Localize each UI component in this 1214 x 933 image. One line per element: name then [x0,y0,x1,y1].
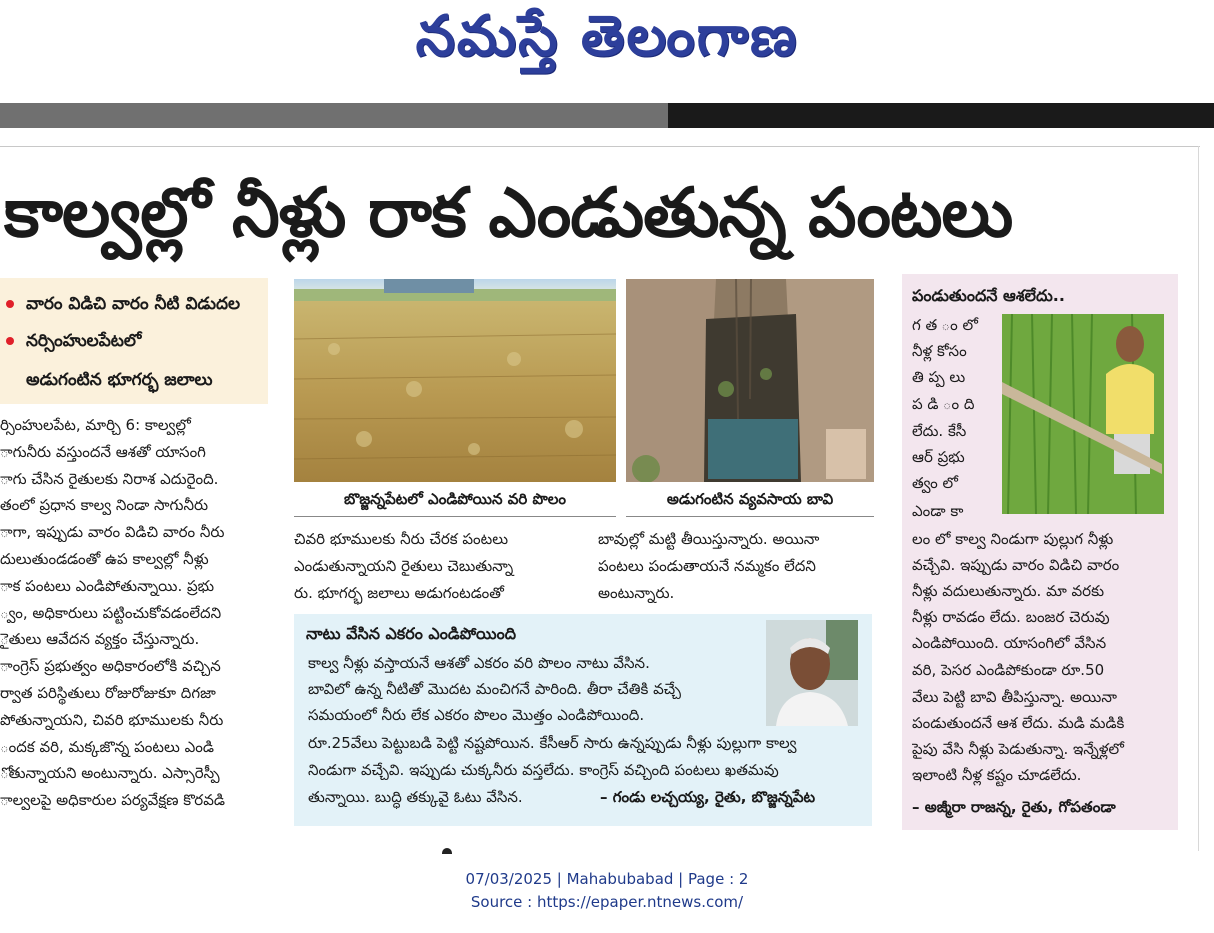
sidebar-line: లం లో కాల్వ నిండుగా పుల్లుగ నీళ్లు [912,530,1114,548]
article-line: ాక పంటలు ఎండిపోతున్నాయి. ప్రభు [0,576,215,595]
quote-line: రూ.25వేలు పెట్టుబడి పెట్టి నష్టపోయిన. కేసీఆర్ సారు ఉన్నప్పుడు నీళ్లు పుల్లుగా కాల్వ [308,734,797,752]
farmer-portrait-photo [766,620,858,726]
masthead-title: నమస్తే తెలంగాణ [415,4,799,69]
sidebar-line: పైపు వేసి నీళ్లు పెడుతున్నా. ఇన్నేళ్లలో [912,740,1124,758]
article-line: ర్సింహులపేట, మార్చి 6: కాల్వల్లో [0,416,191,434]
article-line: బావుల్లో మట్టి తీయిస్తున్నారు. అయినా [598,530,820,548]
article-line: రు. భూగర్భ జలాలు అడుగంటడంతో [294,583,504,602]
sidebar-line: ఎండా కా [912,502,964,520]
header-band-right [668,103,1214,128]
sidebar-line: గ త ం లో [912,316,978,334]
footer-source-link[interactable]: Source : https://epaper.ntnews.com/ [470,893,744,911]
photo1-caption: బొజ్జన్నపేటలో ఎండిపోయిన వరి పొలం [343,490,567,508]
sidebar-line: వేలు పెట్టి బావి తీపిస్తున్నా. అయినా [912,688,1117,706]
sidebar-line: ఆర్ ప్రభు [912,448,965,466]
red-bullet-icon [6,337,14,345]
sidebar-line: ప డి ం ది [912,395,975,413]
header-band-left [0,103,668,128]
article-line: ాగు చేసిన రైతులకు నిరాశ ఎదురైంది. [0,469,219,488]
quote-title: నాటు వేసిన ఎకరం ఎండిపోయింది [306,624,516,643]
sidebar-line: పండుతుందనే ఆశ లేదు. మడి మడికి [912,714,1125,732]
quote-line: కాల్వ నీళ్లు వస్తాయనే ఆశతో ఎకరం వరి పొలం నాటు వేసిన. [308,654,650,672]
sidebar-line: త్వం లో [912,474,958,492]
farmer-field-photo [1002,314,1164,514]
masthead-logo [0,0,1214,88]
footer-date-edition: 07/03/2025 | Mahabubabad | Page : 2 [465,870,749,888]
sidebar-line: నీళ్లు రావడం లేదు. బంజర చెరువు [912,608,1110,626]
middle-column-1 [294,526,598,606]
article-line: దులుతుండడంతో ఉప కాల్వల్లో నీళ్లు [0,549,209,568]
article-line: ర్వాత పరిస్థితులు రోజురోజుకూ దిగజా [0,683,216,702]
quote-line: సమయంలో నీరు లేక ఎకరం పొలం మొత్తం ఎండిపోయింది. [308,706,645,724]
article-line: తంలో ప్రధాన కాల్వ నిండా సాగునీరు [0,496,209,515]
photo2-caption: అడుగంటిన వ్యవసాయ బావి [666,490,834,508]
highlights-box [0,278,268,404]
headline: కాల్వల్లో నీళ్లు రాక ఎండుతున్న పంటలు [4,174,1013,253]
article-line: ాగునీరు వస్తుందనే ఆశతో యాసంగి [0,442,206,461]
article-line: చివరి భూములకు నీరు చేరక పంటలు [294,530,509,548]
article-line: ాల్వలపై అధికారుల పర్యవేక్షణ కొరవడి [0,791,225,810]
quote-line: బావిలో ఉన్న నీటితో మొదట మంచిగనే పారింది. తీరా చేతికి వచ్చే [308,680,681,698]
red-bullet-icon [6,300,14,308]
left-article-column [0,412,272,814]
quote-line: తున్నాయి. బుద్ధి తక్కువై ఓటు వేసిన. [308,788,523,806]
article-line: ైతులు ఆవేదన వ్యక్తం చేస్తున్నారు. [0,630,200,649]
sidebar-line: ఎండిపోయింది. యాసంగిలో వేసిన [912,634,1107,652]
article-line: ఎండుతున్నాయని రైతులు చెబుతున్నా [294,556,514,575]
article-line: పోతున్నాయని, చివరి భూములకు నీరు [0,710,224,729]
caption-divider [294,516,616,517]
article-line: ాంగ్రెస్ ప్రభుత్వం అధికారంలోకి వచ్చిన [0,657,221,676]
sidebar-box [902,274,1178,830]
sidebar-line: నీళ్లు వదులుతున్నారు. మా వరకు [912,582,1105,600]
quote-attribution: – గండు లచ్చయ్య, రైతు, బొజ్జన్నపేట [600,788,816,806]
photo-dry-paddy-field [294,279,616,482]
article-line: అంటున్నారు. [598,583,675,602]
article-line: ోతున్నాయని అంటున్నారు. ఎస్సారెస్పీ [0,764,220,783]
highlight-item: నర్సింహులపేటలో [6,330,141,352]
sidebar-line: వచ్చేవి. ఇప్పుడు వారం విడిచి వారం [912,556,1120,574]
middle-column-2 [598,526,878,606]
article-line: పంటలు పండుతాయనే నమ్మకం లేదని [598,556,816,575]
photo-dry-well [626,279,874,482]
quote-line: నిండుగా వచ్చేవి. ఇప్పుడు చుక్కనీరు వస్తలేదు. కాంగ్రెస్ వచ్చింది పంటలు ఖతమవు [308,761,779,779]
sidebar-title: పండుతుందనే ఆశలేదు.. [912,286,1065,305]
sidebar-line: తి ప్ప లు [912,368,966,386]
sidebar-line: వరి, పెసర ఎండిపోకుండా రూ.50 [912,661,1105,679]
sidebar-line: నీళ్ల కోసం [912,342,967,360]
sidebar-attribution: – అజ్మీరా రాజన్న, రైతు, గోపతండా [912,798,1116,816]
farmer-quote-box [294,614,872,826]
article-line: ందక వరి, మక్కజొన్న పంటలు ఎండి [0,737,214,756]
highlight-item: అడుగంటిన భూగర్భ జలాలు [26,370,213,390]
sidebar-line: లేదు. కేసీ [912,422,967,440]
footer [0,868,1214,914]
sidebar-line: ఇలాంటి నీళ్ల కష్టం చూడలేదు. [912,766,1082,784]
page-marker-icon [442,848,452,854]
article-line: ాగా, ఇప్పుడు వారం విడిచి వారం నీరు [0,523,225,542]
highlight-item: వారం విడిచి వారం నీటి విడుదల [6,293,240,315]
article-line: ్వం, అధికారులు పట్టించుకోవడంలేదని [0,603,222,622]
caption-divider [626,516,874,517]
top-rule [0,146,1200,147]
